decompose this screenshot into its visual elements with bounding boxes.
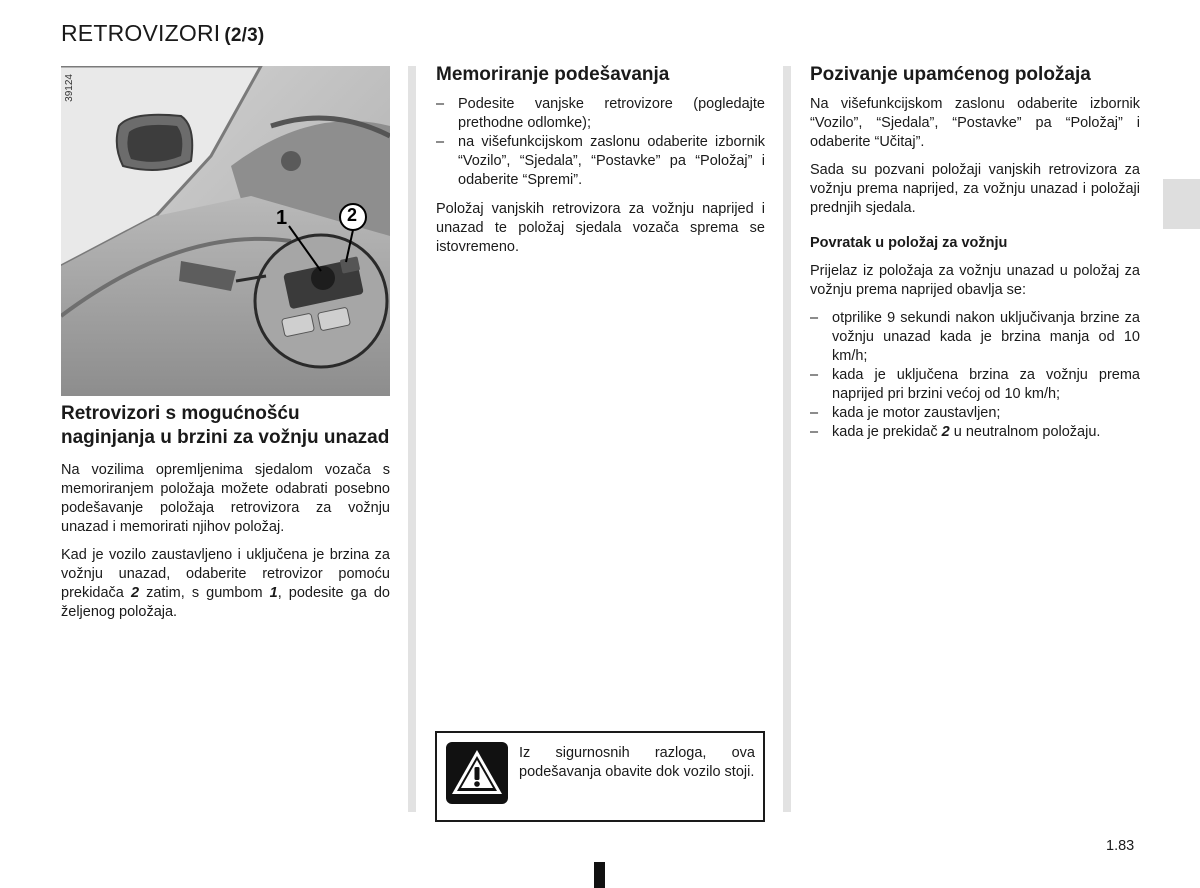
switch-ref-2: 2	[941, 424, 950, 440]
paragraph-simultaneous-save: Položaj vanjskih retrovizora za vožnju naprijed i unazad te položaj sjedala vozača sprema se istovremeno.	[436, 201, 765, 255]
chapter-tab	[1163, 179, 1200, 229]
column-3	[810, 63, 1140, 442]
text-span: , podesite ga do željenog položaja.	[61, 585, 390, 620]
paragraph-recall-menu: Na višefunkcijskom zaslonu odaberite izbornik “Vozilo”, “Sjedala”, “Postavke” pa “Položaj” i odaberite “Učitaj”.	[810, 96, 1140, 150]
figure-code: 39124	[64, 74, 75, 102]
subheading-return-to-driving: Povratak u položaj za vožnju	[810, 235, 1008, 251]
list-item-text: Podesite vanjske retrovizore (pogledajte prethodne odlomke);	[458, 96, 765, 131]
safety-warning-box	[435, 731, 765, 822]
list-item-text: kada je prekidač	[832, 424, 942, 440]
list-item	[436, 95, 765, 133]
paragraph-recalled-positions: Sada su pozvani položaji vanjskih retrovizora za vožnju prema naprijed, za vožnju unazad i položaji prednjih sjedala.	[810, 162, 1140, 216]
button-ref-1: 1	[269, 585, 278, 601]
list-item	[810, 404, 1140, 423]
section-heading-memorize: Memoriranje podešavanja	[436, 64, 670, 85]
list-item	[810, 423, 1140, 442]
list-item-text: na višefunkcijskom zaslonu odaberite izbornik “Vozilo”, “Sjedala”, “Postavke” pa “Položaj” i odaberite “Spremi”.	[458, 134, 765, 188]
memorize-steps-list	[436, 95, 765, 190]
switch-ref-2: 2	[130, 585, 140, 601]
callout-2: 2	[347, 205, 358, 225]
warning-text: Iz sigurnosnih razloga, ova podešavanja obavite dok vozilo stoji.	[519, 745, 755, 780]
section-heading-tilt-mirrors: Retrovizori s mogućnošću naginjanja u brzini za vožnju unazad	[61, 403, 390, 448]
list-item-text: otprilike 9 sekundi nakon uključivanja brzine za vožnju unazad kada je brzina manja od 10 km/h;	[832, 310, 1140, 364]
page-title-text: RETROVIZORI	[61, 20, 221, 46]
column-1	[61, 402, 390, 622]
column-2	[436, 63, 765, 257]
list-item-text: kada je uključena brzina za vožnju prema naprijed pri brzini većoj od 10 km/h;	[832, 367, 1140, 402]
transition-conditions-list	[810, 309, 1140, 442]
dash-marker: –	[810, 310, 819, 326]
warning-icon	[446, 742, 508, 804]
illustration-graphic	[61, 66, 390, 396]
column-separator-1	[408, 66, 416, 812]
dash-marker: –	[810, 405, 819, 421]
list-item	[810, 309, 1140, 366]
text-span: zatim, s gumbom	[139, 585, 270, 601]
dash-marker: –	[810, 424, 819, 440]
page-title	[61, 20, 264, 47]
page-edge-marker	[594, 862, 605, 888]
page-number: 1.83	[1106, 838, 1135, 854]
column-separator-2	[783, 66, 791, 812]
page-title-part: (2/3)	[224, 25, 265, 46]
list-item	[810, 366, 1140, 404]
list-item-text: kada je motor zaustavljen;	[832, 405, 1001, 421]
list-item-text: u neutralnom položaju.	[949, 424, 1101, 440]
callout-1: 1	[276, 207, 288, 229]
dash-marker: –	[436, 96, 445, 112]
text-span: Kad je vozilo zaustavljeno i uključena je brzina za vožnju unazad, odaberite retrovizor pomoću prekidača	[61, 547, 390, 601]
dash-marker: –	[810, 367, 819, 383]
dash-marker: –	[436, 134, 445, 150]
paragraph-memory-seat: Na vozilima opremljenima sjedalom vozača s memoriranjem položaja možete odabrati posebno podešavanje položaja retrovizora za vožnju unazad i memorirati njihov položaj.	[61, 462, 390, 535]
door-mirror-control-illustration	[61, 66, 390, 396]
list-item	[436, 133, 765, 190]
section-heading-recall: Pozivanje upamćenog položaja	[810, 64, 1091, 85]
paragraph-transition: Prijelaz iz položaja za vožnju unazad u položaj za vožnju prema naprijed obavlja se:	[810, 263, 1140, 298]
paragraph-adjust-procedure	[61, 546, 390, 622]
